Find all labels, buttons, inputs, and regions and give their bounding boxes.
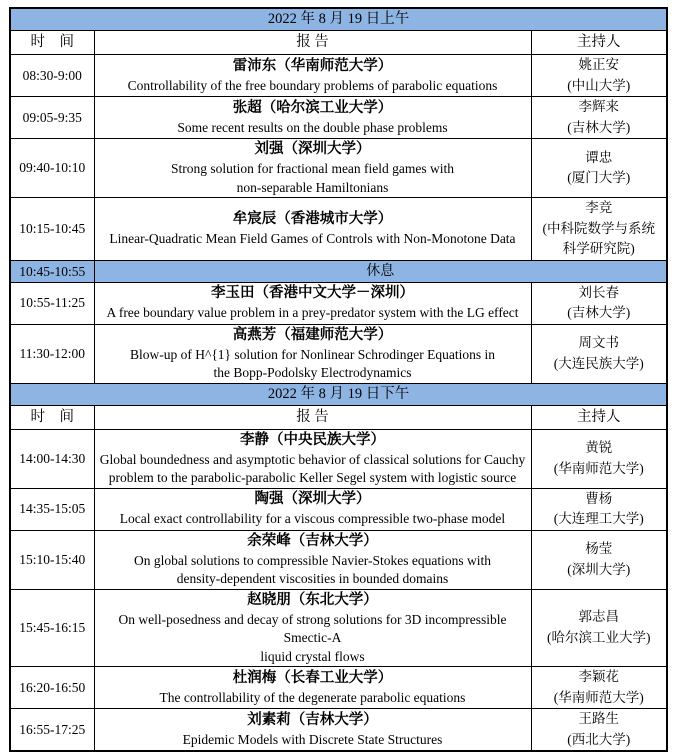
talk-row <box>10 589 667 667</box>
talk-info <box>94 282 531 324</box>
chair-line: 刘长春 <box>578 284 620 300</box>
schedule-body <box>10 8 667 751</box>
talk-info <box>94 97 531 139</box>
chair-line: (哈尔滨工业大学) <box>547 629 651 645</box>
talk-time: 15:10-15:40 <box>10 530 94 589</box>
chair-info <box>531 282 667 324</box>
talk-title-line: density-dependent viscosities in bounded domains <box>176 571 449 586</box>
talk-time: 14:35-15:05 <box>10 488 94 530</box>
talk-title-line: Linear-Quadratic Mean Field Games of Controls with Non-Monotone Data <box>109 231 516 246</box>
break-label: 休息 <box>94 260 667 282</box>
schedule-table <box>9 7 668 752</box>
talk-title-line: Controllability of the free boundary problems of parabolic equations <box>127 77 498 93</box>
chair-info <box>531 429 667 488</box>
chair-info <box>531 488 667 530</box>
talk-title-line: On global solutions to compressible Navier-Stokes equations with <box>133 552 492 568</box>
speaker-name: 张超（哈尔滨工业大学） <box>232 99 393 116</box>
chair-column-header: 主持人 <box>531 405 667 429</box>
chair-info <box>531 97 667 139</box>
talk-info <box>94 709 531 752</box>
column-header-row <box>10 405 667 429</box>
talk-row <box>10 667 667 709</box>
chair-info <box>531 709 667 752</box>
chair-info <box>531 589 667 667</box>
chair-info <box>531 667 667 709</box>
speaker-name: 李静（中央民族大学） <box>240 431 385 448</box>
chair-info <box>531 139 667 198</box>
time-column-header: 时 间 <box>10 405 94 429</box>
speaker-name: 李玉田（香港中文大学－深圳） <box>211 285 414 302</box>
talk-row <box>10 530 667 589</box>
talk-time: 10:55-11:25 <box>10 282 94 324</box>
talk-title-line: On well-posedness and decay of strong solutions for 3D incompressible Smectic-A <box>118 611 507 645</box>
talk-title-line: the Bopp-Podolsky Electrodynamics <box>213 365 412 380</box>
speaker-name: 刘强（深圳大学） <box>254 141 371 157</box>
chair-line: (大连民族大学) <box>553 355 644 371</box>
chair-column-header: 主持人 <box>531 31 667 55</box>
talk-title-line: problem to the parabolic-parabolic Keller Segel system with logistic source <box>108 470 517 485</box>
talk-info <box>94 429 531 488</box>
talk-info <box>94 139 531 198</box>
chair-line: (西北大学) <box>567 731 631 747</box>
chair-line: 姚正安 <box>578 57 620 72</box>
talk-title-line: Some recent results on the double phase problems <box>177 119 448 135</box>
talk-info <box>94 488 531 530</box>
chair-info <box>531 324 667 383</box>
talk-info <box>94 530 531 589</box>
talk-row <box>10 429 667 488</box>
talk-title-line: Blow-up of H^{1} solution for Nonlinear Schrodinger Equations in <box>130 346 495 362</box>
chair-line: 李颖花 <box>578 669 620 684</box>
chair-line: 李竞 <box>585 200 613 215</box>
talk-row <box>10 324 667 383</box>
talk-title-line: liquid crystal flows <box>260 648 365 664</box>
chair-line: 李辉来 <box>578 99 620 114</box>
session-title: 2022 年 8 月 19 日上午 <box>10 8 667 31</box>
talk-time: 09:40-10:10 <box>10 139 94 198</box>
talk-time: 09:05-9:35 <box>10 97 94 139</box>
talk-title-line: Epidemic Models with Discrete State Structures <box>182 731 443 747</box>
talk-title-line: Strong solution for fractional mean field games with <box>170 161 455 176</box>
chair-info <box>531 198 667 261</box>
talk-title-line: A free boundary value problem in a prey-predator system with the LG effect <box>106 305 519 321</box>
talk-time: 08:30-9:00 <box>10 55 94 97</box>
talk-column-header: 报 告 <box>94 31 531 55</box>
session-header-row <box>10 383 667 405</box>
talk-row <box>10 139 667 198</box>
chair-line: (厦门大学) <box>567 170 631 185</box>
chair-line: 郭志昌 <box>578 609 620 625</box>
speaker-name: 余荣峰（吉林大学） <box>247 532 378 549</box>
talk-time: 16:55-17:25 <box>10 709 94 752</box>
chair-line: 王路生 <box>578 711 620 726</box>
speaker-name: 雷沛东（华南师范大学） <box>232 57 393 74</box>
chair-line: (中山大学) <box>567 77 631 93</box>
speaker-name: 高燕芳（福建师范大学） <box>232 326 393 343</box>
talk-time: 14:00-14:30 <box>10 429 94 488</box>
talk-info <box>94 198 531 261</box>
talk-time: 15:45-16:15 <box>10 589 94 667</box>
talk-info <box>94 667 531 709</box>
break-row <box>10 260 667 282</box>
break-time: 10:45-10:55 <box>10 260 94 282</box>
column-header-row <box>10 31 667 55</box>
session-header-row <box>10 8 667 31</box>
time-column-header: 时 间 <box>10 31 94 55</box>
talk-title-line: non-separable Hamiltonians <box>236 179 389 195</box>
speaker-name: 陶强（深圳大学） <box>254 491 371 508</box>
talk-column-header: 报 告 <box>94 405 531 429</box>
talk-time: 10:15-10:45 <box>10 198 94 261</box>
talk-info <box>94 589 531 667</box>
talk-row <box>10 282 667 324</box>
chair-line: (深圳大学) <box>567 561 631 577</box>
speaker-name: 刘素莉（吉林大学） <box>247 711 378 728</box>
chair-line: 科学研究院) <box>562 241 635 256</box>
chair-info <box>531 55 667 97</box>
chair-line: 周文书 <box>578 335 620 350</box>
talk-title-line: The controllability of the degenerate parabolic equations <box>159 689 466 705</box>
talk-row <box>10 488 667 530</box>
chair-line: 黄锐 <box>585 440 613 455</box>
chair-line: (华南师范大学) <box>553 460 644 476</box>
chair-line: (华南师范大学) <box>553 689 644 705</box>
chair-line: (吉林大学) <box>567 305 631 320</box>
talk-row <box>10 709 667 752</box>
speaker-name: 杜润梅（长春工业大学） <box>232 669 393 686</box>
talk-title-line: Local exact controllability for a viscous compressible two-phase model <box>119 511 506 527</box>
chair-line: 杨莹 <box>585 541 613 556</box>
chair-line: (吉林大学) <box>567 119 631 135</box>
session-title: 2022 年 8 月 19 日下午 <box>10 383 667 405</box>
speaker-name: 赵晓朋（东北大学） <box>247 591 378 608</box>
talk-title-line: Global boundedness and asymptotic behavior of classical solutions for Cauchy <box>99 451 526 467</box>
talk-info <box>94 55 531 97</box>
chair-line: 谭忠 <box>585 149 613 165</box>
talk-time: 11:30-12:00 <box>10 324 94 383</box>
talk-row <box>10 198 667 261</box>
talk-row <box>10 97 667 139</box>
speaker-name: 牟宸辰（香港城市大学） <box>232 211 393 227</box>
chair-info <box>531 530 667 589</box>
chair-line: 曹杨 <box>585 490 613 506</box>
talk-row <box>10 55 667 97</box>
talk-info <box>94 324 531 383</box>
chair-line: (中科院数学与系统 <box>542 220 656 236</box>
talk-time: 16:20-16:50 <box>10 667 94 709</box>
chair-line: (大连理工大学) <box>553 511 644 526</box>
